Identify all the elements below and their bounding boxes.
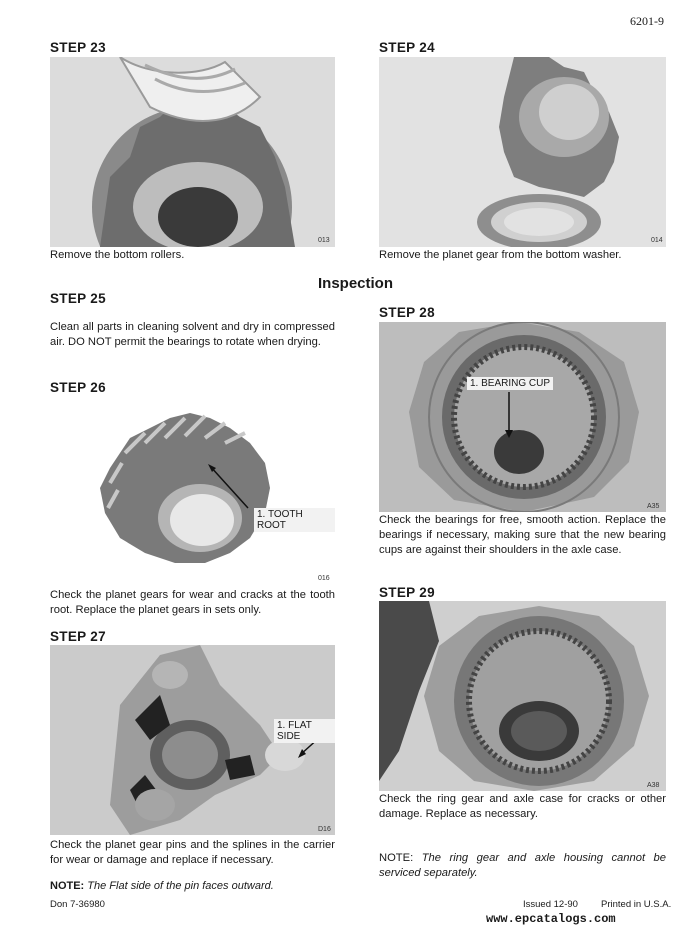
note-right [379, 851, 666, 881]
step-28-text: Check the bearings for free, smooth action. Replace the bearings if necessary, making sure that the new bearing cups are against their shoulders in the axle case. [379, 514, 666, 556]
step-26-callout: 1. TOOTH ROOT [254, 508, 335, 532]
step-28-label: STEP 28 [379, 305, 435, 320]
step-23-text: Remove the bottom rollers. [50, 249, 185, 261]
note-left-label: NOTE: [50, 880, 85, 892]
step-24-text: Remove the planet gear from the bottom washer. [379, 249, 622, 261]
step-29-text: Check the ring gear and axle case for cracks or other damage. Replace as necessary. [379, 793, 666, 820]
step-24-fig-code: 014 [651, 237, 663, 244]
note-left [50, 880, 335, 892]
step-24-label: STEP 24 [379, 40, 435, 55]
inspection-heading: Inspection [318, 275, 394, 292]
footer-issued: Issued 12-90 [523, 899, 578, 910]
step-23-fig-code: 013 [318, 237, 330, 244]
step-28-photo [379, 322, 666, 512]
step-29-fig-code: A38 [647, 782, 660, 789]
note-right-text: The ring gear and axle housing cannot be serviced separately. [379, 852, 666, 879]
step-28-fig-code: A35 [647, 503, 660, 510]
step-26-photo [50, 398, 335, 584]
step-29-photo [379, 601, 666, 791]
step-26-label: STEP 26 [50, 380, 106, 395]
step-23-label: STEP 23 [50, 40, 106, 55]
step-29-label: STEP 29 [379, 585, 435, 600]
page-number: 6201-9 [630, 14, 664, 28]
step-27-callout: 1. FLAT SIDE [274, 719, 335, 743]
note-left-text: The Flat side of the pin faces outward. [87, 880, 274, 892]
step-25-text: Clean all parts in cleaning solvent and dry in compressed air. DO NOT permit the bearings to rotate when drying. [50, 321, 335, 348]
step-25-label: STEP 25 [50, 291, 106, 306]
step-27-photo [50, 645, 335, 835]
note-right-label: NOTE: [379, 852, 414, 864]
step-28-callout: 1. BEARING CUP [467, 377, 553, 390]
step-27-text: Check the planet gear pins and the splines in the carrier for wear or damage and replace if necessary. [50, 839, 335, 866]
watermark: www.epcatalogs.com [486, 912, 616, 926]
footer-printed: Printed in U.S.A. [601, 899, 672, 910]
step-24-photo [379, 57, 666, 247]
step-26-fig-code: 016 [318, 575, 330, 582]
step-23-photo [50, 57, 335, 247]
step-27-fig-code: D16 [318, 826, 331, 833]
step-26-text: Check the planet gears for wear and cracks at the tooth root. Replace the planet gears in sets only. [50, 589, 335, 616]
step-27-label: STEP 27 [50, 629, 106, 644]
footer-doc-number: Don 7-36980 [50, 899, 105, 910]
